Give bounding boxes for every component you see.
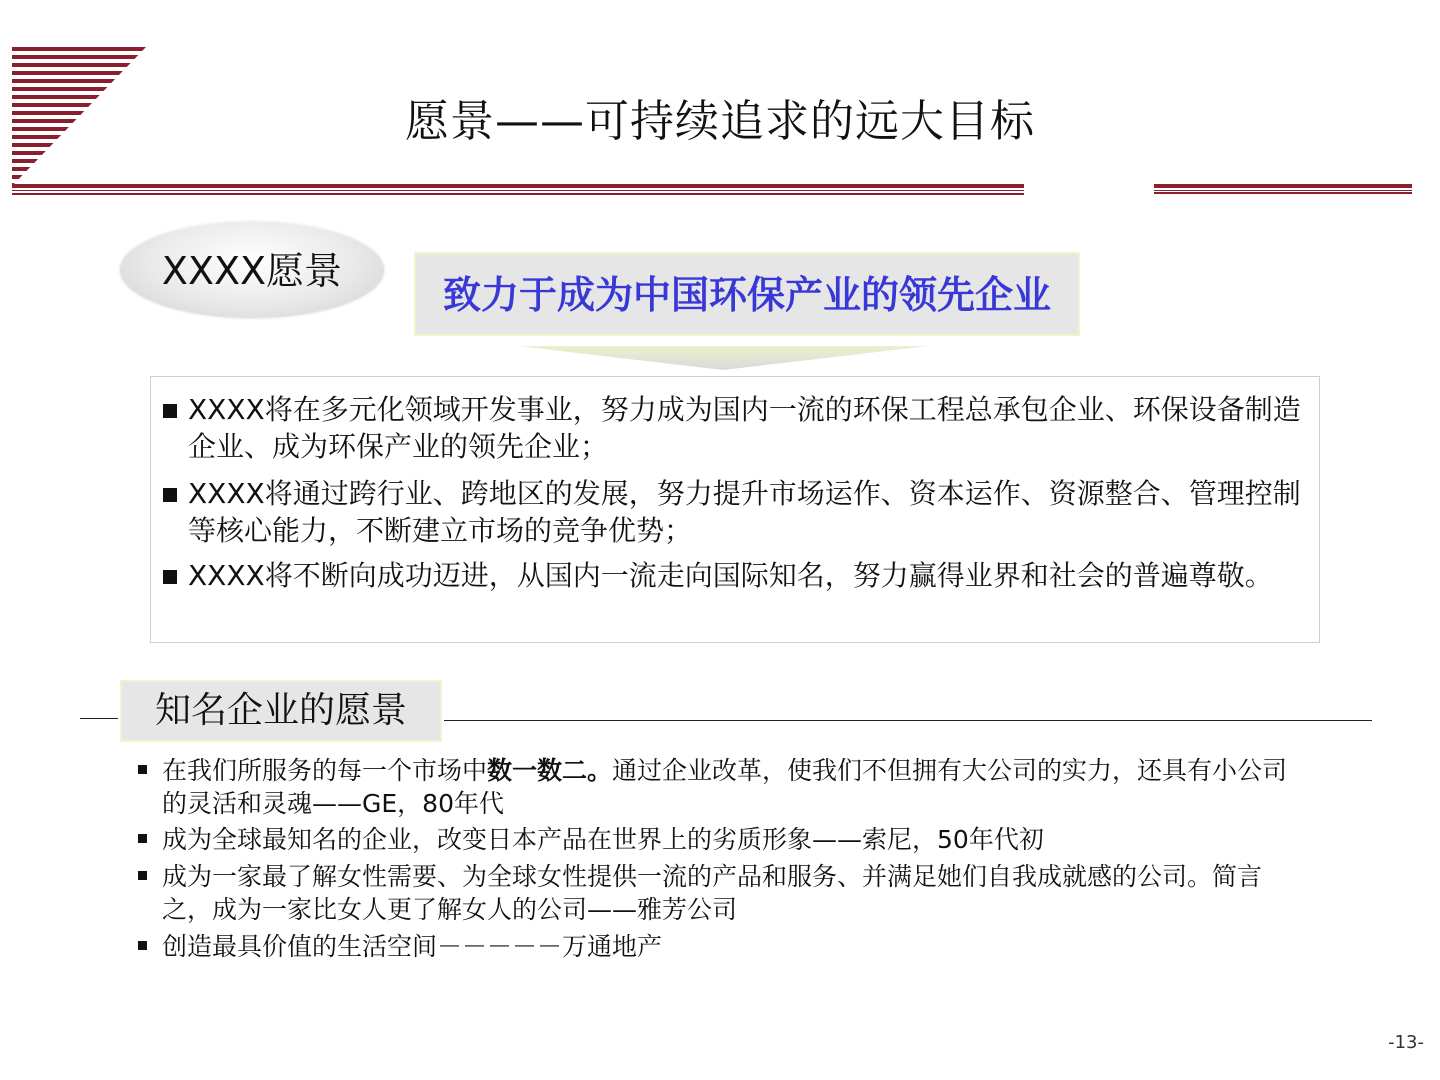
page-number: -13- (1388, 1032, 1424, 1053)
famous-vision-item (138, 754, 1298, 820)
header-rule-right (1154, 184, 1412, 194)
section-divider-left (80, 718, 118, 719)
vision-bullet-text: XXXX将通过跨行业、跨地区的发展，努力提升市场运作、资本运作、资源整合、管理控制等核心能力，不断建立市场的竞争优势； (188, 477, 1301, 547)
text-span: 通过企业改革，使我们不但拥有大公司的实力，还具有小公司的灵活和灵魂——GE，80年代 (162, 756, 1288, 818)
slide-title: 愿景——可持续追求的远大目标 (405, 96, 1035, 147)
famous-visions-header: 知名企业的愿景 (120, 680, 442, 742)
square-bullet-icon (138, 941, 147, 950)
down-arrow-shape (518, 346, 928, 372)
section-divider-right (444, 720, 1372, 721)
mission-statement-box (414, 252, 1080, 336)
vision-bullet-text: XXXX将不断向成功迈进，从国内一流走向国际知名，努力赢得业界和社会的普遍尊敬。 (188, 559, 1273, 592)
square-bullet-icon (138, 871, 147, 880)
square-bullet-icon (138, 834, 147, 843)
square-bullet-icon (163, 570, 177, 584)
vision-bullet-item (163, 557, 1303, 594)
famous-vision-text: 成为一家最了解女性需要、为全球女性提供一流的产品和服务、并满足她们自我成就感的公司。简言之，成为一家比女人更了解女人的公司——雅芳公司 (162, 862, 1263, 924)
square-bullet-icon (163, 404, 177, 418)
famous-vision-item (138, 823, 1298, 856)
famous-vision-item (138, 930, 1298, 963)
square-bullet-icon (163, 488, 177, 502)
text-span: 在我们所服务的每一个市场中 (162, 756, 488, 785)
mission-statement: 致力于成为中国环保产业的领先企业 (442, 273, 1051, 317)
vision-bullet-item (163, 475, 1303, 549)
square-bullet-icon (138, 765, 147, 774)
vision-bullet-box (150, 376, 1320, 643)
vision-bullet-text: XXXX将在多元化领域开发事业，努力成为国内一流的环保工程总承包企业、环保设备制造企业、成为环保产业的领先企业； (188, 393, 1301, 463)
famous-vision-text (138, 754, 1298, 820)
bold-highlight: 数一数二。 (487, 756, 613, 785)
famous-vision-text: 创造最具价值的生活空间－－－－－万通地产 (162, 932, 663, 961)
header-rule-left (12, 184, 1024, 196)
vision-bullet-item (163, 391, 1303, 465)
famous-vision-text: 成为全球最知名的企业，改变日本产品在世界上的劣质形象——索尼，50年代初 (162, 825, 1044, 854)
famous-vision-item (138, 860, 1298, 926)
vision-oval-label: XXXX愿景 (161, 249, 343, 293)
